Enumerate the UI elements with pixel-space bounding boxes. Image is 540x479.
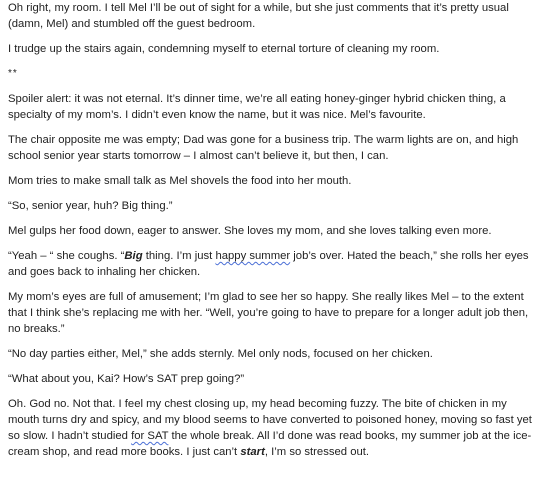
paragraph: “No day parties either, Mel,” she adds sternly. Mel only nods, focused on her chicken. — [8, 348, 433, 360]
paragraph — [8, 248, 532, 280]
paragraph: The chair opposite me was empty; Dad was gone for a business trip. The warm lights are on, and high school senior year starts tomorrow – I almost can’t believe it, but then, I can. — [8, 134, 519, 162]
paragraph: “What about you, Kai? How’s SAT prep going?” — [8, 373, 245, 385]
paragraph: My mom’s eyes are full of amusement; I’m glad to see her so happy. She really likes Mel – to the extent that I think she’s replacing me with her. “Well, you’re going to have to prepare for a longer adult job then, no breaks.” — [8, 291, 529, 335]
text-run: “Yeah – “ she coughs. “ — [8, 250, 125, 262]
paragraph: Oh right, my room. I tell Mel I’ll be out of sight for a while, but she just comments that it’s pretty usual (damn, Mel) and stumbled off the guest bedroom. — [8, 2, 509, 30]
paragraph: “So, senior year, huh? Big thing.” — [8, 200, 173, 212]
emphasis-text: Big — [124, 250, 143, 262]
spellcheck-marked-text[interactable]: for SAT — [131, 430, 169, 442]
paragraph — [8, 396, 532, 460]
text-run: thing. I’m just — [142, 250, 216, 262]
spellcheck-marked-text[interactable]: happy summer — [215, 250, 291, 262]
text-run: the whole break. All I’d done was read books, my summer job at the ice-cream shop, and read more books. I just can’t — [8, 430, 532, 458]
text-run: Oh. God no. Not that. I feel my chest closing up, my head becoming fuzzy. The bite of chicken in my mouth turns dry and spicy, and my blood seems to have converted to poisoned honey, moving so fast yet so slow. I hadn’t studied — [8, 398, 532, 442]
paragraph: I trudge up the stairs again, condemning myself to eternal torture of cleaning my room. — [8, 43, 440, 55]
paragraph: Mom tries to make small talk as Mel shovels the food into her mouth. — [8, 175, 352, 187]
document-body — [8, 0, 532, 469]
text-run: job’s over. Hated the beach,” she rolls her eyes and goes back to inhaling her chicken. — [8, 250, 529, 278]
text-run: , I’m so stressed out. — [264, 446, 370, 458]
emphasis-text: start — [240, 446, 265, 458]
paragraph: Mel gulps her food down, eager to answer. She loves my mom, and she loves talking even more. — [8, 225, 492, 237]
section-separator: ** — [8, 68, 18, 79]
paragraph: Spoiler alert: it was not eternal. It’s dinner time, we’re all eating honey-ginger hybrid chicken thing, a specialty of my mom’s. I didn’t even know the name, but it was nice. Mel’s favourite. — [8, 93, 506, 121]
